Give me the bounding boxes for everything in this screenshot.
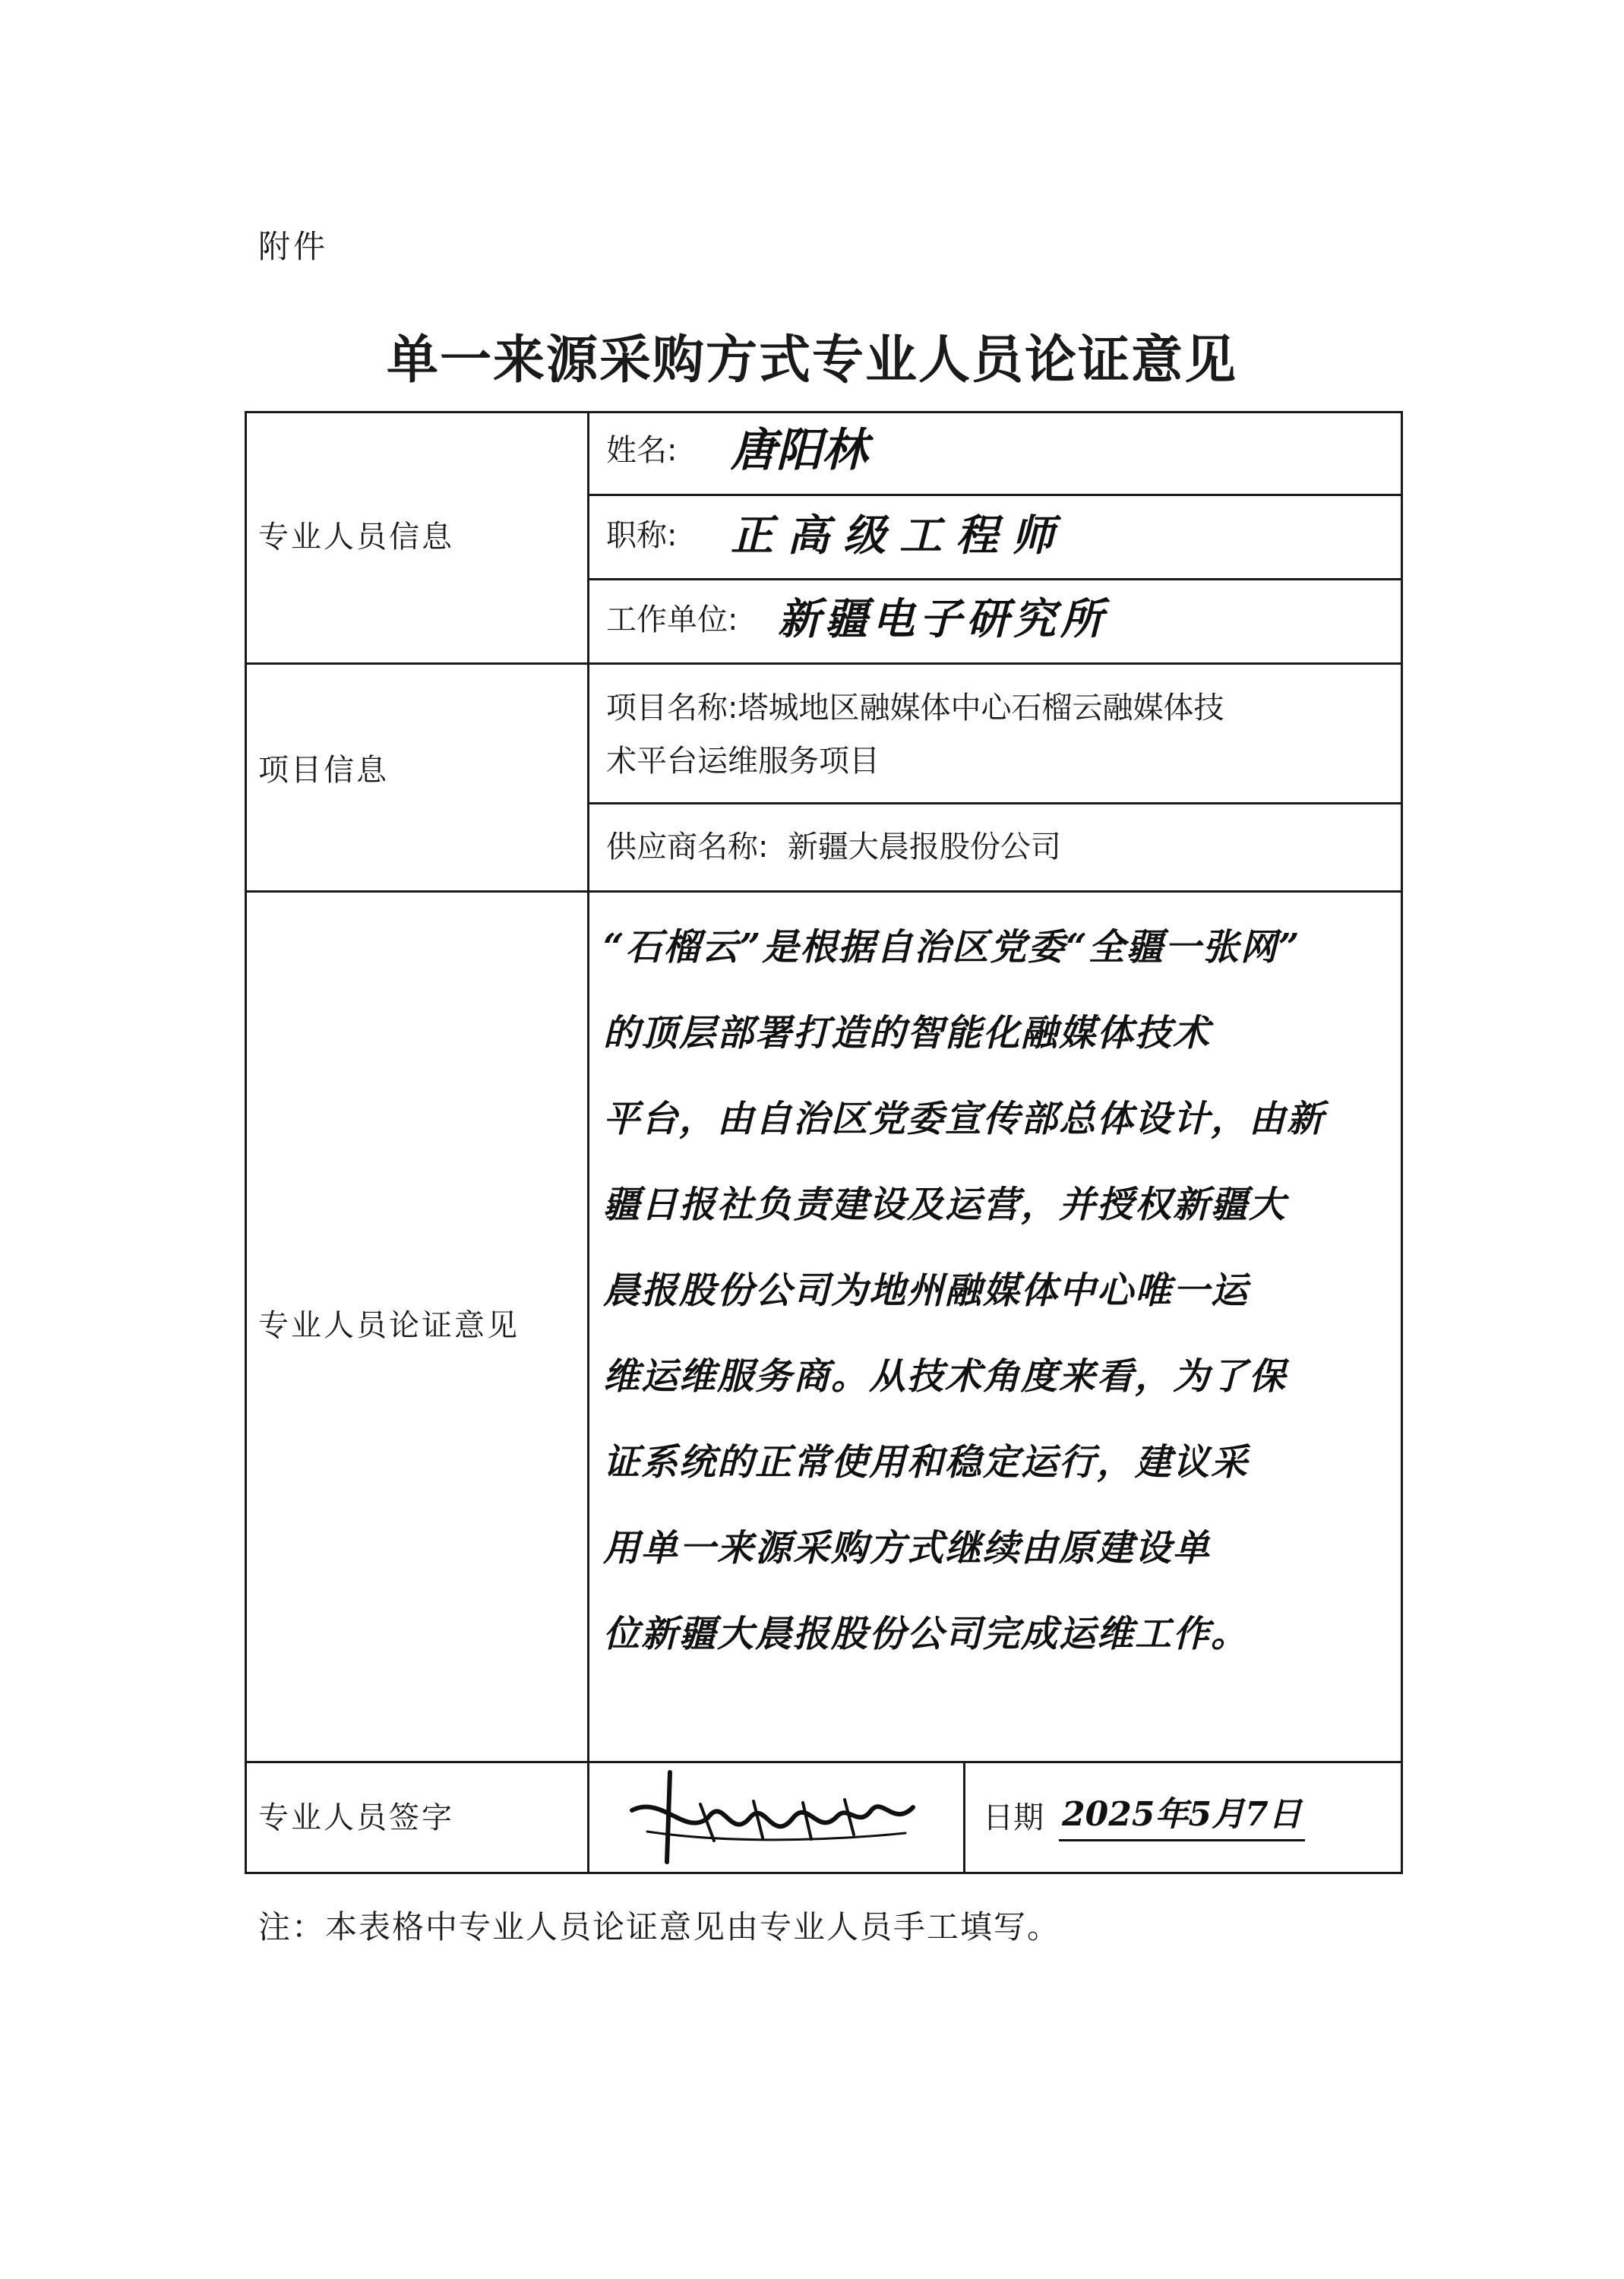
table-border-top <box>245 411 1403 413</box>
table-border-left <box>245 411 247 1874</box>
opinion-line: 的顶层部署打造的智能化融媒体技术 <box>603 1012 1212 1054</box>
opinion-line: “石榴云”是根据自治区党委“全疆一张网” <box>603 926 1301 969</box>
name-value: 唐阳林 <box>731 424 867 477</box>
name-label: 姓名: <box>606 433 678 468</box>
column-divider <box>963 1761 965 1874</box>
title-value: 正高级工程师 <box>731 510 1068 561</box>
subrow-divider <box>587 802 1403 804</box>
form-title: 单一来源采购方式专业人员论证意见 <box>386 330 1237 390</box>
opinion-line: 用单一来源采购方式继续由原建设单 <box>603 1527 1212 1569</box>
signature-scribble <box>617 1765 936 1871</box>
opinion-line: 维运维服务商。从技术角度来看，为了保 <box>603 1355 1288 1398</box>
signature <box>617 1765 936 1871</box>
project-name-line2: 术平台运维服务项目 <box>606 744 880 779</box>
employer-label: 工作单位: <box>606 602 738 637</box>
opinion-label: 专业人员论证意见 <box>258 1308 520 1343</box>
supplier-value: 新疆大晨报股份公司 <box>787 830 1061 865</box>
subrow-divider <box>587 578 1403 580</box>
column-divider <box>587 411 589 1874</box>
signature-label: 专业人员签字 <box>258 1800 454 1835</box>
opinion-line: 疆日报社负责建设及运营，并授权新疆大 <box>603 1184 1288 1226</box>
title-label: 职称: <box>606 518 678 553</box>
opinion-line: 平台，由自治区党委宣传部总体设计，由新 <box>603 1098 1325 1140</box>
date-value: 2025年5月7日 <box>1059 1791 1305 1841</box>
row-divider <box>245 1761 1403 1763</box>
project-name-label: 项目名称: <box>606 691 738 725</box>
supplier-label: 供应商名称: <box>606 830 769 865</box>
project-name-line1: 塔城地区融媒体中心石榴云融媒体技 <box>738 691 1224 725</box>
opinion-line: 位新疆大晨报股份公司完成运维工作。 <box>603 1613 1250 1655</box>
project-name <box>606 681 1224 788</box>
opinion-line: 证系统的正常使用和稳定运行，建议采 <box>603 1441 1250 1484</box>
table-border-right <box>1401 411 1403 1874</box>
subrow-divider <box>587 494 1403 496</box>
date-label: 日期 <box>983 1800 1044 1835</box>
form-table <box>245 411 1403 1874</box>
supplier-field <box>606 826 1061 868</box>
employer-value: 新疆电子研究所 <box>778 594 1107 644</box>
row-divider <box>245 890 1403 893</box>
table-border-bottom <box>245 1872 1403 1874</box>
opinion-line: 晨报股份公司为地州融媒体中心唯一运 <box>603 1269 1250 1312</box>
row-divider <box>245 662 1403 665</box>
attachment-label: 附件 <box>258 228 329 265</box>
expert-info-label: 专业人员信息 <box>258 520 454 555</box>
opinion-text <box>603 905 1393 1677</box>
project-info-label: 项目信息 <box>258 753 389 788</box>
footer-note: 注：本表格中专业人员论证意见由专业人员手工填写。 <box>258 1908 1061 1946</box>
